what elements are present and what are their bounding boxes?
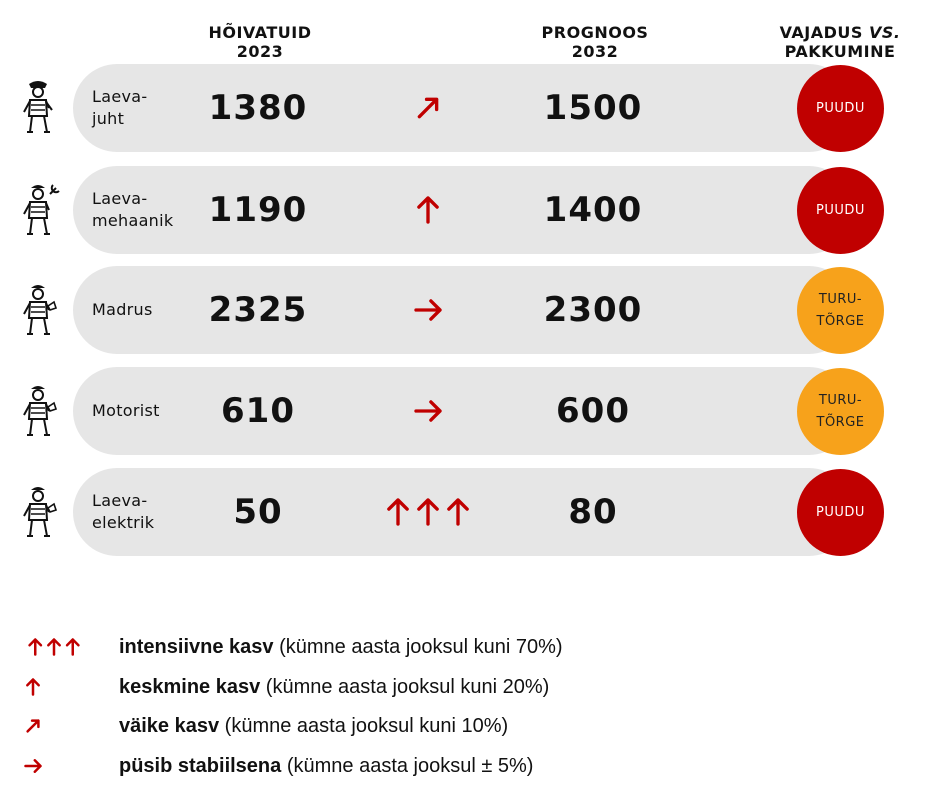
forecast-2032-value: 1400 <box>543 190 643 230</box>
header-employed-line1: HÕIVATUID <box>208 23 312 42</box>
arrow-up-icon <box>18 674 90 700</box>
occupation-icon <box>16 381 60 439</box>
occupation-row <box>0 266 925 354</box>
trend-indicator <box>370 389 486 433</box>
legend-item <box>0 672 925 702</box>
sailor-icon <box>16 381 60 439</box>
header-employed-2023 <box>190 23 330 61</box>
header-need-vs-supply <box>765 23 915 61</box>
legend-item <box>0 632 925 662</box>
legend-text <box>119 635 563 659</box>
sailor-icon <box>16 482 60 540</box>
captain-icon <box>16 78 60 136</box>
legend-text <box>119 714 508 738</box>
legend-bold-term: püsib stabiilsena <box>119 755 282 777</box>
arrow-diagonal-icon <box>370 86 486 130</box>
legend-icon <box>18 634 90 660</box>
legend-bold-term: väike kasv <box>119 715 220 737</box>
legend-item <box>0 751 925 781</box>
forecast-2032-value: 600 <box>556 391 630 431</box>
occupation-row <box>0 367 925 455</box>
header-forecast-line1: PROGNOOS <box>541 23 649 42</box>
sailor-icon <box>16 280 60 338</box>
legend-icon <box>18 713 90 739</box>
legend-bold-term: intensiivne kasv <box>119 636 274 658</box>
arrow-right-icon <box>370 288 486 332</box>
employed-2023-value: 50 <box>233 492 283 532</box>
trend-indicator <box>370 490 486 534</box>
employed-2023-value: 1380 <box>208 88 308 128</box>
employed-2023-value: 1190 <box>208 190 308 230</box>
arrow-diagonal-icon <box>18 713 90 739</box>
legend-item <box>0 711 925 741</box>
header-need-word: VAJADUS <box>779 23 869 42</box>
legend-text <box>119 675 549 699</box>
forecast-2032-value: 1500 <box>543 88 643 128</box>
occupation-row <box>0 166 925 254</box>
mechanic-icon <box>16 180 60 238</box>
arrow-up-triple-icon <box>370 490 486 534</box>
occupation-icon <box>16 482 60 540</box>
occupation-label: Madrus <box>92 300 153 319</box>
occupation-label: Laeva- mehaanik <box>92 189 174 230</box>
legend-description: (kümne aasta jooksul ± 5%) <box>281 755 534 777</box>
status-badge: PUUDU <box>797 469 884 556</box>
legend-text <box>119 754 533 778</box>
legend-description: (kümne aasta jooksul kuni 70%) <box>273 636 563 658</box>
employed-2023-value: 610 <box>221 391 295 431</box>
header-need-line1 <box>765 23 915 42</box>
status-badge: TURU- TÕRGE <box>797 368 884 455</box>
forecast-2032-value: 2300 <box>543 290 643 330</box>
trend-indicator <box>370 288 486 332</box>
occupation-icon <box>16 78 60 136</box>
occupation-label: Laeva- juht <box>92 87 148 128</box>
legend-icon <box>18 753 90 779</box>
legend-bold-term: keskmine kasv <box>119 676 261 698</box>
trend-indicator <box>370 86 486 130</box>
trend-indicator <box>370 188 486 232</box>
status-badge: PUUDU <box>797 65 884 152</box>
arrow-up-triple-icon <box>18 634 90 660</box>
legend-description: (kümne aasta jooksul kuni 10%) <box>219 715 509 737</box>
employed-2023-value: 2325 <box>208 290 308 330</box>
header-employed-line2: 2023 <box>236 42 284 61</box>
header-forecast-2032 <box>520 23 670 61</box>
occupation-icon <box>16 280 60 338</box>
status-badge: PUUDU <box>797 167 884 254</box>
status-badge: TURU- TÕRGE <box>797 267 884 354</box>
header-vs-word: VS. <box>868 23 901 42</box>
arrow-right-icon <box>18 753 90 779</box>
arrow-right-icon <box>370 389 486 433</box>
occupation-label: Laeva- elektrik <box>92 491 155 532</box>
forecast-2032-value: 80 <box>568 492 618 532</box>
occupation-icon <box>16 180 60 238</box>
legend-icon <box>18 674 90 700</box>
legend-description: (kümne aasta jooksul kuni 20%) <box>260 676 550 698</box>
occupation-row <box>0 64 925 152</box>
header-need-line2: PAKKUMINE <box>784 42 896 61</box>
header-forecast-line2: 2032 <box>571 42 619 61</box>
arrow-up-icon <box>370 188 486 232</box>
occupation-row <box>0 468 925 556</box>
occupation-label: Motorist <box>92 401 160 420</box>
